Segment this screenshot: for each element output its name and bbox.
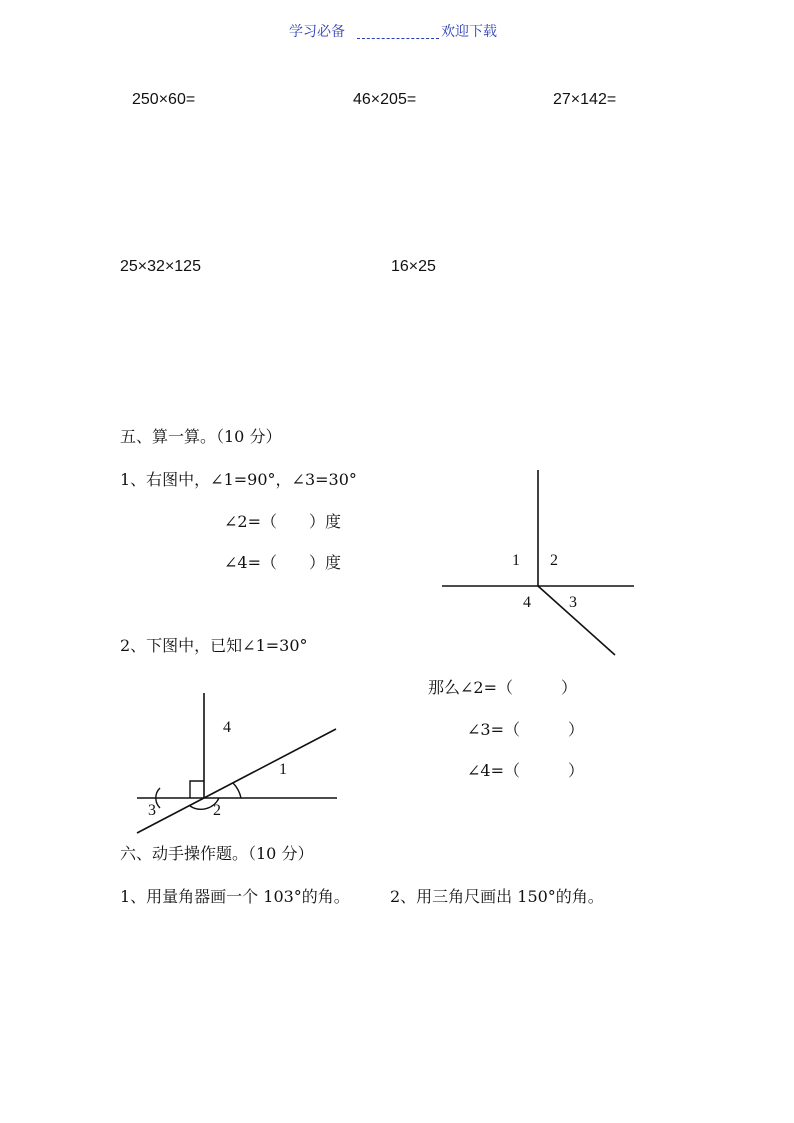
section6-q2: 2、用三角尺画出 150°的角。 [390,887,604,906]
q1-text: 1、右图中，∠1=90°，∠3=30° [120,470,357,489]
fig2-arc-angle-1 [233,783,241,798]
section6-q1: 1、用量角器画一个 103°的角。 [120,887,350,906]
q2-answer-angle3: ∠3=（ ） [467,720,584,739]
fig1-label-2: 2 [550,552,558,569]
q2-answer-angle4: ∠4=（ ） [467,761,584,780]
section5-title: 五、算一算。（10 分） [120,427,282,446]
figure-1-diagram [430,460,650,670]
header-right: 欢迎下载 [441,24,497,40]
figure-2-diagram [130,685,350,840]
fig2-label-2: 2 [213,802,221,819]
q1-answer-angle4: ∠4=（ ）度 [224,553,341,572]
q1-answer-angle2: ∠2=（ ）度 [224,512,341,531]
section6-title: 六、动手操作题。（10 分） [120,844,314,863]
fig1-label-4: 4 [523,594,531,611]
fig2-diagonal-line [137,729,336,833]
fig2-label-4: 4 [223,719,231,736]
fig1-label-1: 1 [512,552,520,569]
calc-item-4: 25×32×125 [120,258,201,275]
calc-item-1: 250×60= [132,91,196,108]
header-left: 学习必备 [289,24,345,40]
fig1-label-3: 3 [569,594,577,611]
fig2-label-1: 1 [279,761,287,778]
fig2-right-angle-mark [190,781,204,798]
fig2-label-3: 3 [148,802,156,819]
calc-item-3: 27×142= [553,91,617,108]
calc-item-2: 46×205= [353,91,417,108]
q2-text: 2、下图中，已知∠1=30° [120,636,308,655]
q2-answer-angle2: 那么∠2=（ ） [428,678,577,697]
header-underline [357,38,439,39]
calc-item-5: 16×25 [391,258,436,275]
